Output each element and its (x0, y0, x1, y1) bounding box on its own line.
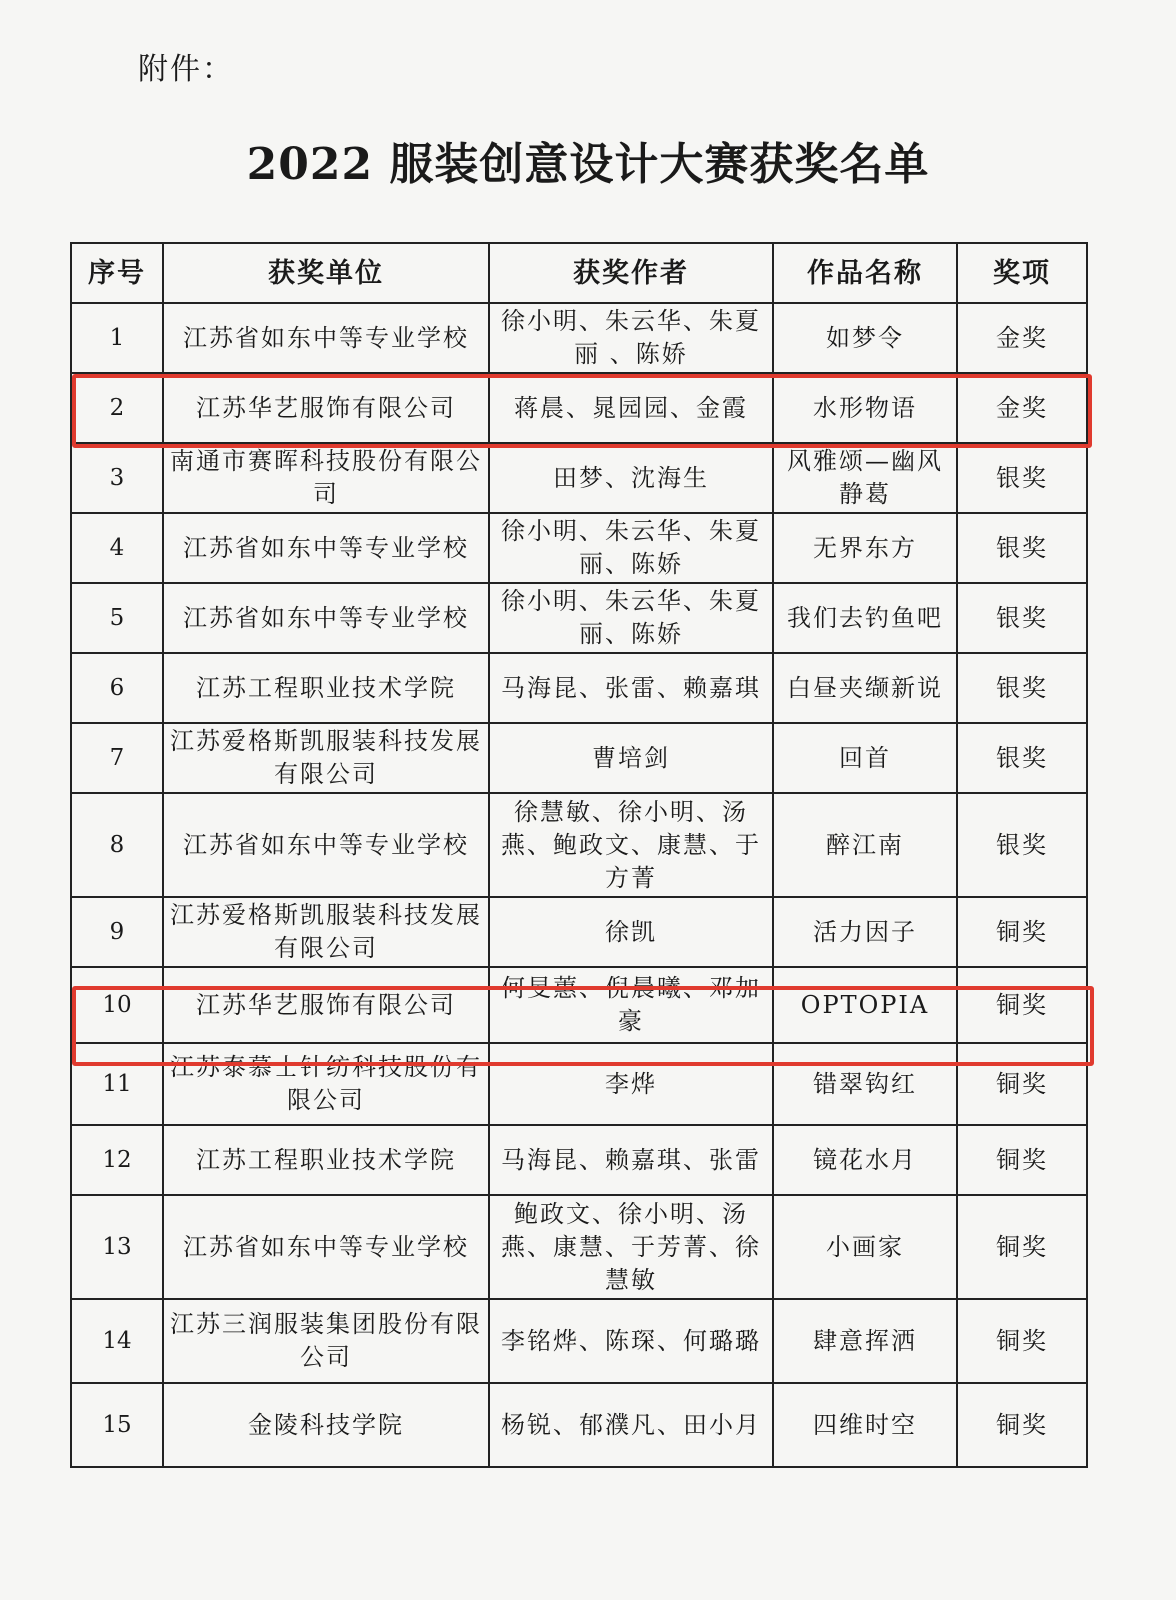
row-no: 9 (71, 897, 163, 967)
row-no: 2 (71, 373, 163, 443)
row-no: 8 (71, 793, 163, 897)
row-award: 铜奖 (957, 1383, 1087, 1467)
row-no: 3 (71, 443, 163, 513)
row-unit: 江苏工程职业技术学院 (163, 1125, 489, 1195)
row-unit: 江苏三润服装集团股份有限公司 (163, 1299, 489, 1383)
row-unit: 江苏爱格斯凯服装科技发展有限公司 (163, 723, 489, 793)
attachment-label: 附件： (138, 52, 234, 87)
row-authors: 鲍政文、徐小明、汤燕、康慧、于芳菁、徐慧敏 (489, 1195, 773, 1299)
row-no: 12 (71, 1125, 163, 1195)
row-unit: 江苏泰慕士针纺科技股份有限公司 (163, 1043, 489, 1125)
row-award: 银奖 (957, 723, 1087, 793)
row-work: 水形物语 (773, 373, 957, 443)
row-work: 四维时空 (773, 1383, 957, 1467)
header-unit: 获奖单位 (163, 243, 489, 303)
header-no: 序号 (71, 243, 163, 303)
row-no: 1 (71, 303, 163, 373)
table-row (71, 793, 1087, 897)
table-row (71, 967, 1087, 1043)
row-award: 银奖 (957, 513, 1087, 583)
row-authors: 李铭烨、陈琛、何璐璐 (489, 1299, 773, 1383)
row-authors: 马海昆、赖嘉琪、张雷 (489, 1125, 773, 1195)
row-work: 活力因子 (773, 897, 957, 967)
row-authors: 徐凯 (489, 897, 773, 967)
row-unit: 江苏华艺服饰有限公司 (163, 967, 489, 1043)
table-row (71, 513, 1087, 583)
row-work: OPTOPIA (773, 967, 957, 1043)
row-unit: 江苏省如东中等专业学校 (163, 303, 489, 373)
row-no: 7 (71, 723, 163, 793)
row-authors: 李烨 (489, 1043, 773, 1125)
row-unit: 南通市赛晖科技股份有限公司 (163, 443, 489, 513)
row-no: 6 (71, 653, 163, 723)
table-row (71, 653, 1087, 723)
row-authors: 杨锐、郁濮凡、田小月 (489, 1383, 773, 1467)
row-work: 肆意挥洒 (773, 1299, 957, 1383)
row-award: 金奖 (957, 373, 1087, 443)
row-authors: 何旻蕙、倪晨曦、邓加豪 (489, 967, 773, 1043)
row-no: 4 (71, 513, 163, 583)
table-row (71, 897, 1087, 967)
row-work: 如梦令 (773, 303, 957, 373)
row-no: 11 (71, 1043, 163, 1125)
document-title: 2022 服装创意设计大赛获奖名单 (246, 139, 930, 190)
row-no: 14 (71, 1299, 163, 1383)
table-row (71, 1383, 1087, 1467)
row-unit: 江苏爱格斯凯服装科技发展有限公司 (163, 897, 489, 967)
row-work: 风雅颂—幽风静葛 (773, 443, 957, 513)
row-unit: 江苏省如东中等专业学校 (163, 513, 489, 583)
row-award: 铜奖 (957, 967, 1087, 1043)
row-unit: 江苏工程职业技术学院 (163, 653, 489, 723)
row-unit: 江苏华艺服饰有限公司 (163, 373, 489, 443)
row-no: 10 (71, 967, 163, 1043)
row-no: 5 (71, 583, 163, 653)
row-work: 镜花水月 (773, 1125, 957, 1195)
row-work: 我们去钓鱼吧 (773, 583, 957, 653)
row-no: 15 (71, 1383, 163, 1467)
row-award: 银奖 (957, 443, 1087, 513)
table-row (71, 373, 1087, 443)
header-work: 作品名称 (773, 243, 957, 303)
row-award: 银奖 (957, 793, 1087, 897)
table-row (71, 443, 1087, 513)
row-unit: 江苏省如东中等专业学校 (163, 583, 489, 653)
row-authors: 徐慧敏、徐小明、汤燕、鲍政文、康慧、于方菁 (489, 793, 773, 897)
row-award: 金奖 (957, 303, 1087, 373)
row-authors: 徐小明、朱云华、朱夏丽 、陈娇 (489, 303, 773, 373)
table-row (71, 583, 1087, 653)
row-work: 错翠钩红 (773, 1043, 957, 1125)
row-award: 铜奖 (957, 1125, 1087, 1195)
row-unit: 金陵科技学院 (163, 1383, 489, 1467)
row-authors: 蒋晨、晁园园、金霞 (489, 373, 773, 443)
table-row (71, 303, 1087, 373)
row-authors: 徐小明、朱云华、朱夏丽、陈娇 (489, 513, 773, 583)
header-authors: 获奖作者 (489, 243, 773, 303)
award-table (70, 242, 1088, 1468)
row-work: 无界东方 (773, 513, 957, 583)
table-header-row (71, 243, 1087, 303)
row-work: 白昼夹缬新说 (773, 653, 957, 723)
row-award: 银奖 (957, 583, 1087, 653)
row-authors: 曹培剑 (489, 723, 773, 793)
row-authors: 徐小明、朱云华、朱夏丽、陈娇 (489, 583, 773, 653)
row-authors: 田梦、沈海生 (489, 443, 773, 513)
row-unit: 江苏省如东中等专业学校 (163, 1195, 489, 1299)
table-row (71, 1043, 1087, 1125)
row-unit: 江苏省如东中等专业学校 (163, 793, 489, 897)
row-award: 银奖 (957, 653, 1087, 723)
row-award: 铜奖 (957, 1299, 1087, 1383)
row-award: 铜奖 (957, 897, 1087, 967)
row-work: 小画家 (773, 1195, 957, 1299)
table-row (71, 1125, 1087, 1195)
table-row (71, 1195, 1087, 1299)
row-work: 醉江南 (773, 793, 957, 897)
header-award: 奖项 (957, 243, 1087, 303)
table-row (71, 1299, 1087, 1383)
row-work: 回首 (773, 723, 957, 793)
row-award: 铜奖 (957, 1195, 1087, 1299)
row-award: 铜奖 (957, 1043, 1087, 1125)
row-no: 13 (71, 1195, 163, 1299)
table-row (71, 723, 1087, 793)
row-authors: 马海昆、张雷、赖嘉琪 (489, 653, 773, 723)
